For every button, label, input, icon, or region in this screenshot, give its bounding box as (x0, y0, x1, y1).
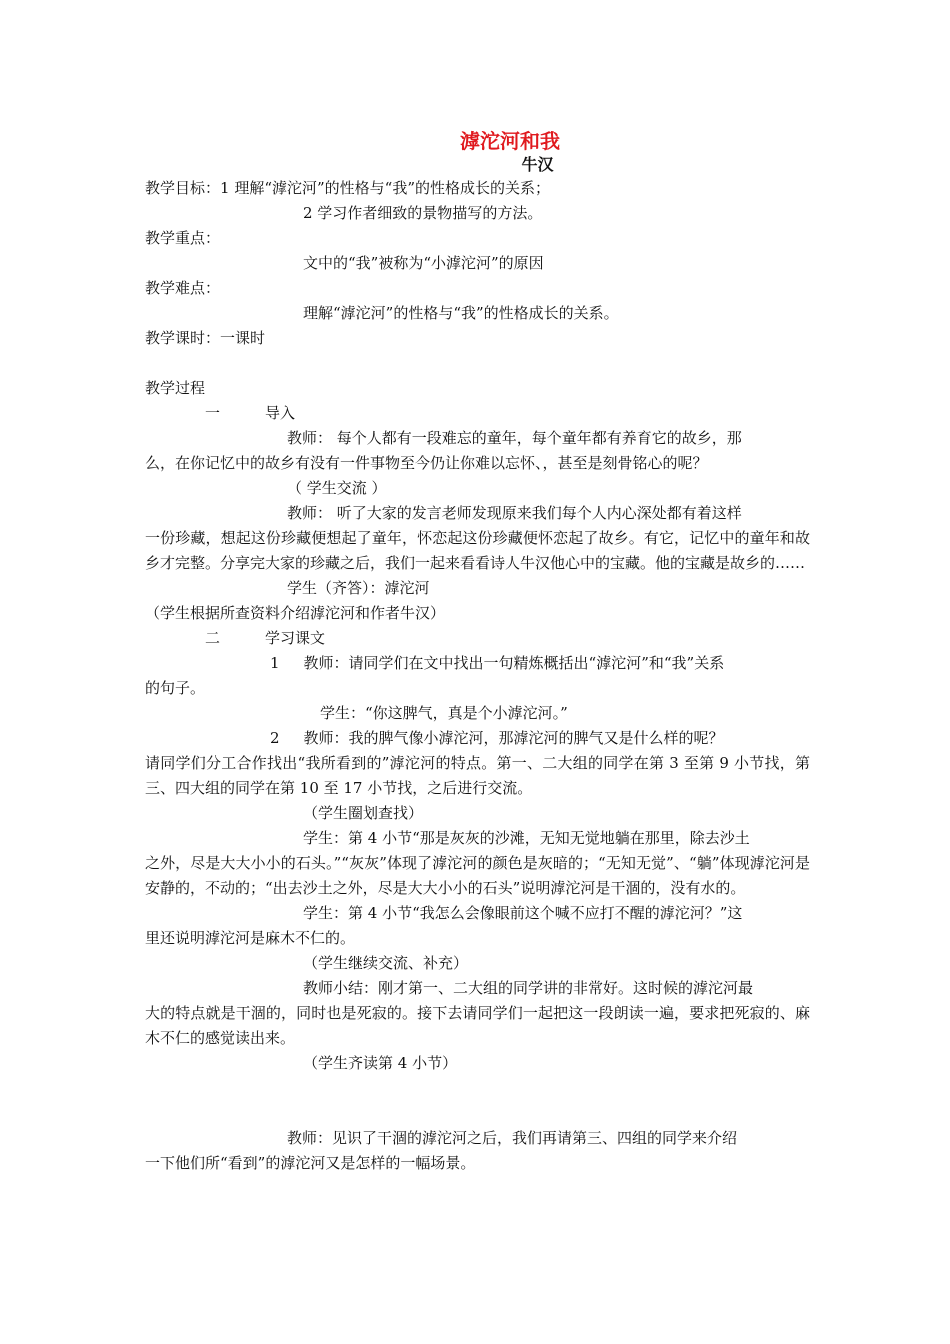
note-1: （ 学生交流 ） (287, 479, 387, 497)
teacher-1-rest: 么，在你记忆中的故乡有没有一件事物至今仍让你难以忘怀、，甚至是刻骨铭心的呢？ (145, 454, 708, 472)
teacher-2-first: 教师： 听了大家的发言老师发现原来我们每个人内心深处都有着这样 (287, 504, 742, 522)
q1-first-text: 教师：请同学们在文中找出一句精炼概括出“滹沱河”和“我”关系 (303, 654, 725, 672)
teacher-1-first: 教师： 每个人都有一段难忘的童年，每个童年都有养育它的故乡，那 (287, 429, 742, 447)
q2-number: 2 (270, 729, 280, 747)
a1: 学生：“你这脾气，真是个小滹沱河。” (320, 704, 568, 722)
document-author: 牛汉 (521, 155, 554, 174)
student-1: 学生（齐答）：滹沱河 (287, 579, 430, 597)
note-4: （学生继续交流、补充） (303, 954, 469, 972)
note-5: （学生齐读第 4 小节） (303, 1054, 458, 1072)
document-page (145, 128, 810, 1176)
section-2-title: 学习课文 (265, 629, 326, 647)
note-2: （学生根据所查资料介绍滹沱河和作者牛汉） (145, 604, 446, 622)
teacher-2-rest: 一份珍藏，想起这份珍藏便想起了童年，怀恋起这份珍藏便怀恋起了故乡。有它，记忆中的童年和故乡才完整。分享完大家的珍藏之后，我们一起来看看诗人牛汉他心中的宝藏。他的宝藏是故乡的…… (145, 529, 810, 572)
q1-first (145, 651, 810, 676)
difficulty-label: 教学难点： (145, 279, 221, 297)
difficulty-text: 理解“滹沱河”的性格与“我”的性格成长的关系。 (303, 304, 619, 322)
a3-rest: 里还说明滹沱河是麻木不仁的。 (145, 929, 356, 947)
section-2-number: 二 (205, 629, 221, 647)
section-1-title: 导入 (265, 404, 296, 422)
goal-1: 1 理解“滹沱河”的性格与“我”的性格成长的关系； (220, 179, 551, 197)
key-label: 教学重点： (145, 229, 221, 247)
q1-rest: 的句子。 (145, 679, 206, 697)
a2-rest: 之外，尽是大大小小的石头。”“灰灰”体现了滹沱河的颜色是灰暗的；“无知无觉”、“躺”体现滹沱河是安静的，不动的；“出去沙土之外，尽是大大小小的石头”说明滹沱河是干涸的，没有水的。 (145, 854, 810, 897)
section-1-number: 一 (205, 404, 221, 422)
summary-rest: 大的特点就是干涸的，同时也是死寂的。接下去请同学们一起把这一段朗读一遍，要求把死寂的、麻木不仁的感觉读出来。 (145, 1004, 810, 1047)
q2-first-text: 教师：我的脾气像小滹沱河，那滹沱河的脾气又是什么样的呢？ (303, 729, 724, 747)
a2-first: 学生：第 4 小节“那是灰灰的沙滩，无知无觉地躺在那里，除去沙土 (303, 829, 750, 847)
goal-2: 2 学习作者细致的景物描写的方法。 (303, 204, 543, 222)
teaching-hours: 教学课时：一课时 (145, 329, 266, 347)
section-2-heading (145, 626, 810, 651)
teacher-3-first: 教师：见识了干涸的滹沱河之后，我们再请第三、四组的同学来介绍 (287, 1129, 738, 1147)
teacher-3-rest: 一下他们所“看到”的滹沱河又是怎样的一幅场景。 (145, 1154, 476, 1172)
q2-first (145, 726, 810, 751)
document-title: 滹沱河和我 (460, 129, 560, 153)
goals-line (145, 176, 810, 201)
note-3: （学生圈划查找） (303, 804, 424, 822)
key-text: 文中的“我”被称为“小滹沱河”的原因 (303, 254, 544, 272)
q1-number: 1 (270, 654, 280, 672)
q2-rest: 请同学们分工合作找出“我所看到的”滹沱河的特点。第一、二大组的同学在第 3 至第 9 小节找，第三、四大组的同学在第 10 至 17 小节找，之后进行交流。 (145, 754, 810, 797)
section-1-heading (145, 401, 810, 426)
goals-label: 教学目标： (145, 179, 221, 197)
summary-first: 教师小结：刚才第一、二大组的同学讲的非常好。这时候的滹沱河最 (303, 979, 754, 997)
process-label: 教学过程 (145, 379, 206, 397)
a3-first: 学生：第 4 小节“我怎么会像眼前这个喊不应打不醒的滹沱河？”这 (303, 904, 743, 922)
